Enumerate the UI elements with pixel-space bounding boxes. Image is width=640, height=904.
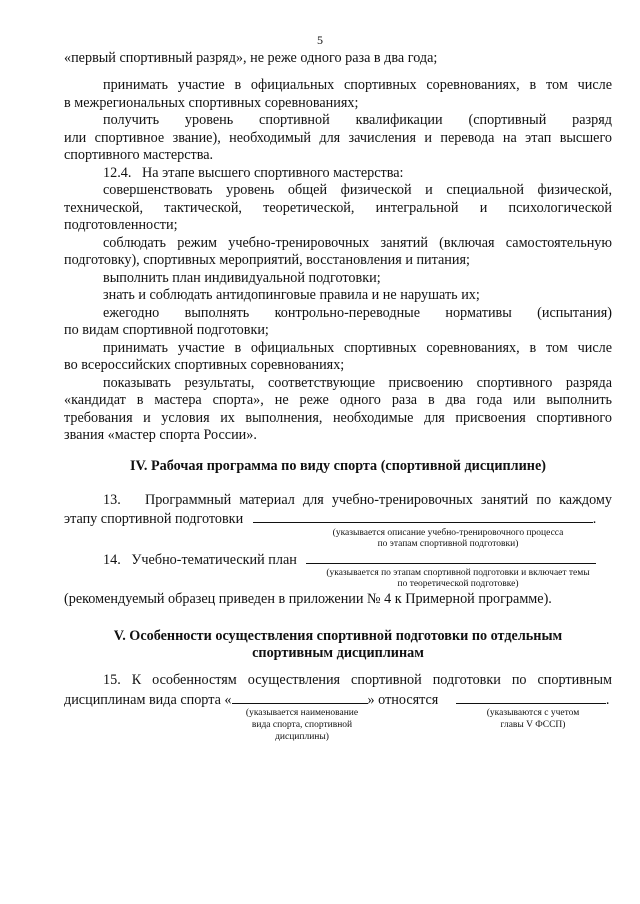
text-line: спортивного мастерства.	[64, 147, 214, 163]
text-line: этапу спортивной подготовки .	[64, 511, 597, 527]
field-caption: (указывается наименование	[245, 708, 359, 718]
text-line: «кандидат в мастера спорта», не реже одного раза в два года или выполнить	[64, 392, 612, 408]
text-line: показывать результаты, соответствующие присвоению спортивного разряда	[103, 375, 612, 391]
paragraph-text: этапу спортивной подготовки	[64, 511, 244, 527]
fill-in-blank	[232, 690, 368, 704]
field-caption: (указывается описание учебно-тренировочного процесса	[332, 528, 564, 538]
text-line: принимать участие в официальных спортивных соревнованиях, в том числе	[103, 340, 612, 356]
text-line: ежегодно выполнять контрольно-переводные нормативы (испытания)	[103, 305, 612, 321]
page-number: 5	[317, 33, 323, 47]
text-line: (рекомендуемый образец приведен в приложении № 4 к Примерной программе).	[64, 591, 552, 607]
field-caption: по теоретической подготовке)	[397, 579, 519, 589]
text-line: во всероссийских спортивных соревнованиях;	[64, 357, 345, 373]
text-line: совершенствовать уровень общей физической и специальной физической,	[103, 182, 612, 198]
paragraph-text: » относятся	[367, 692, 439, 708]
text-line: подготовленности;	[64, 217, 178, 233]
text-line: дисциплинам вида спорта « » относятся .	[64, 692, 610, 708]
text-line: по видам спортивной подготовки;	[64, 322, 269, 338]
text-line: выполнить план индивидуальной подготовки;	[103, 270, 381, 286]
text-line: принимать участие в официальных спортивных соревнованиях, в том числе	[103, 77, 612, 93]
text-line: соблюдать режим учебно-тренировочных занятий (включая самостоятельную	[103, 235, 612, 251]
text-line: в межрегиональных спортивных соревнованиях;	[64, 95, 359, 111]
section-heading: спортивным дисциплинам	[252, 645, 424, 661]
text-line: «первый спортивный разряд», не реже одного раза в два года;	[64, 50, 438, 66]
fill-in-blank	[456, 690, 606, 704]
section-heading: IV. Рабочая программа по виду спорта (спортивной дисциплине)	[129, 458, 546, 474]
text-line: технической, тактической, теоретической, интегральной и психологической	[64, 200, 612, 216]
text-line: требования и условия их выполнения, необходимые для присвоения спортивного	[64, 410, 612, 426]
field-caption: главы V ФССП)	[500, 720, 566, 730]
section-heading: V. Особенности осуществления спортивной подготовки по отдельным	[113, 628, 563, 644]
field-caption: дисциплины)	[275, 732, 329, 742]
field-caption: (указываются с учетом	[486, 708, 580, 718]
text-line: 12.4. На этапе высшего спортивного мастерства:	[103, 165, 404, 181]
fill-in-blank	[253, 509, 593, 523]
text-line: знать и соблюдать антидопинговые правила и не нарушать их;	[103, 287, 480, 303]
text-line: подготовку), спортивных мероприятий, восстановления и питания;	[64, 252, 470, 268]
field-caption: вида спорта, спортивной	[251, 720, 353, 730]
paragraph-text: дисциплинам вида спорта «	[64, 692, 232, 708]
text-line: звания «мастер спорта России».	[64, 427, 257, 443]
text-line: или спортивное звание), необходимый для зачисления и перевода на этап высшего	[64, 130, 612, 146]
fill-in-blank	[306, 550, 596, 564]
field-caption: (указывается по этапам спортивной подготовки и включает темы	[326, 568, 590, 578]
text-line: 13. Программный материал для учебно-тренировочных занятий по каждому	[103, 492, 612, 508]
paragraph-text: 14. Учебно-тематический план	[103, 552, 297, 568]
text-line: 15. К особенностям осуществления спортивной подготовки по спортивным	[103, 672, 612, 688]
text-line: получить уровень спортивной квалификации (спортивный разряд	[103, 112, 612, 128]
field-caption: по этапам спортивной подготовки)	[377, 539, 519, 549]
